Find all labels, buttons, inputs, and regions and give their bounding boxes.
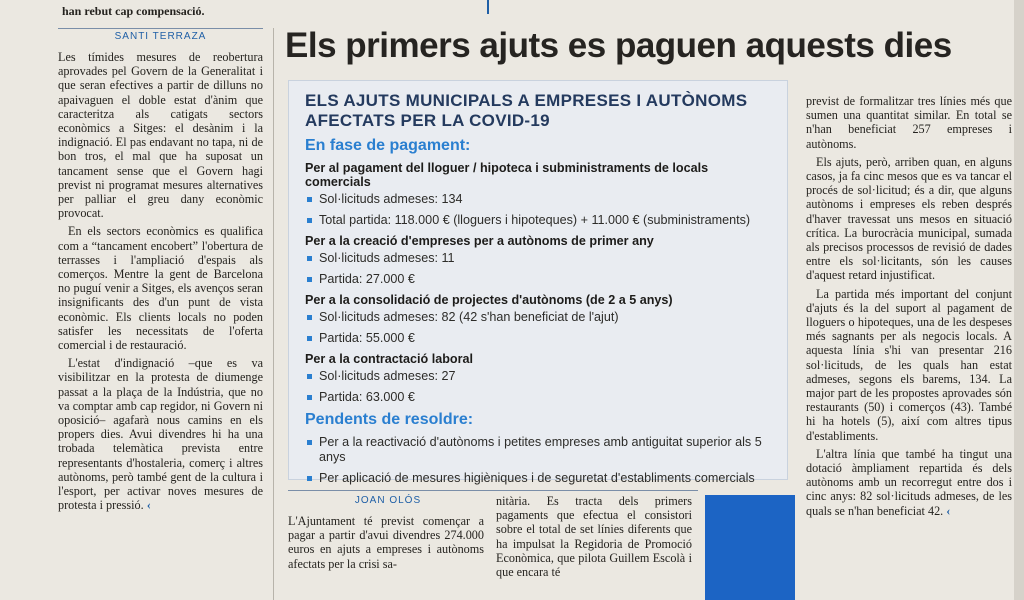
column-divider [273, 28, 274, 600]
previous-article-tail [62, 0, 272, 18]
right-paragraph-3: La partida més important del conjunt d'ajuts és la del suport al pagament de lloguers o hipoteques, una de les despeses més sagnants per als negocis locals. A aquesta línia s'hi van presentar 216 sol·licituds, de les quals han estat admeses, segons els barems, 134. La major part de les propostes aprovades són restaurants (50) i comerços (43). També hi ha hotels (5), així com altres tipus d'establiments. [806, 286, 1012, 443]
page-headline: Els primers ajuts es paguen aquests dies [285, 26, 952, 65]
aid-bullet: Sol·licituds admeses: 27 [305, 369, 775, 384]
info-box-title: ELS AJUTS MUNICIPALS A EMPRESES I AUTÒNOMS AFECTATS PER LA COVID-19 [305, 91, 748, 130]
right-paragraph-4-text: L'altra línia que també ha tingut una dotació àmpliament repartida és dels autònoms amb un recorregut entre dos i cinc anys: 82 sol·licituds admeses, de les quals se n'han beneficiat 42. [806, 446, 1012, 518]
aid-bullet: Partida: 55.000 € [305, 331, 775, 346]
aid-bullet: Partida: 27.000 € [305, 272, 775, 287]
end-mark-icon: ‹ [946, 503, 951, 518]
left-paragraph-2: En els sectors econòmics es qualifica com a “tancament encobert” l'obertura de terrasses i l'ampliació d'espais als comerços. Mentre la gent de Barcelona no puguí venir a Sitges, els avenços seran insignificants des d'un punt de vista econòmic. Els clients locals no poden satisfer les necessitats de l'oferta comercial i de restauració. [58, 224, 263, 353]
right-column [806, 94, 1012, 522]
section-in-payment: En fase de pagament: [305, 137, 471, 154]
aid-group-heading: Per a la creació d'empreses per a autònoms de primer any [305, 234, 654, 248]
aid-group-heading: Per al pagament del lloguer / hipoteca i subministraments de locals comercials [305, 161, 709, 189]
right-paragraph-2: Els ajuts, però, arriben quan, en alguns casos, ja fa cinc mesos que es va tancar el procés de sol·licitud; és a dir, que alguns autònoms i empreses els reben després d'haver travessat uns mesos en situació crítica. La burocràcia municipal, sumada als precisos processos de revisió de dades entre els sol·licitants, són les causes d'aquest retard injustificat. [806, 154, 1012, 283]
right-paragraph-4 [806, 447, 1012, 518]
pending-bullet: Per aplicació de mesures higièniques i de seguretat d'establiments comercials [305, 471, 775, 486]
aid-group-new-business [305, 234, 775, 287]
aid-info-box [288, 80, 788, 485]
previous-article-text: han rebut cap compensació. [62, 4, 205, 18]
pending-bullet: Per a la reactivació d'autònoms i petites empreses amb antiguitat superior als 5 anys [305, 435, 775, 465]
aid-bullet: Sol·licituds admeses: 134 [305, 192, 775, 207]
end-mark-icon: ‹ [146, 498, 151, 513]
aid-group-heading: Per a la consolidació de projectes d'autònoms (de 2 a 5 anys) [305, 293, 673, 307]
aid-group-rent [305, 161, 775, 228]
left-paragraph-3-text: L'estat d'indignació –que es va visibilitzar en la protesta de diumenge passat a la plaça de la Indústria, que no va comptar amb cap regidor, ni Govern ni oposició– agafarà nous camins en els propers dies. Avui divendres hi ha una trobada telemàtica prevista entre representants d'hostaleria, comerç i altres autònoms, però també gent de la cultura i l'esport, per activar noves mesures de protesta i pressió. [58, 356, 263, 513]
left-paragraph-3 [58, 356, 263, 512]
decorative-tick [487, 0, 489, 14]
right-paragraph-1: previst de formalitzar tres línies més que sumen una quantitat similar. En total se n'han beneficiat 257 empreses i autònoms. [806, 94, 1012, 151]
bottom-column-2: nitària. Es tracta dels primers pagaments que efectua el consistori sobre el total de set línies diferents que ha impulsat la Regidoria de Promoció Econòmica, que pilota Guillem Escolà i que encara té [496, 494, 692, 580]
bottom-column-1: L'Ajuntament té previst començar a pagar a partir d'avui divendres 274.000 euros en ajuts a empreses i autònoms afectats per la crisi sa- [288, 514, 484, 571]
bottom-byline: JOAN OLÓS [354, 495, 422, 506]
bottom-divider [288, 490, 698, 491]
left-byline: SANTI TERRAZA [58, 28, 263, 42]
left-paragraph-1: Les tímides mesures de reobertura aprovades pel Govern de la Generalitat i que seran efectives a partir de dilluns no apaivaguen el doble estat d'ànim que caracteritza als catigats sectors econòmics a Sitges: el desànim i la indignació. El pas endavant no tapa, ni de bon tros, el mal que ha suposat un tancament sense que el Govern hagi previst ni programat mesures alternatives per palliar el greu dany econòmic provocat. [58, 50, 263, 221]
aid-bullet: Partida: 63.000 € [305, 390, 775, 405]
section-pending: Pendents de resoldre: [305, 411, 474, 428]
ad-block [705, 495, 795, 600]
aid-bullet: Sol·licituds admeses: 82 (42 s'han beneficiat de l'ajut) [305, 310, 775, 325]
aid-group-consolidation [305, 293, 775, 346]
aid-group-hiring [305, 352, 775, 405]
aid-bullet: Sol·licituds admeses: 11 [305, 251, 775, 266]
page-edge [1014, 0, 1024, 600]
left-article [58, 28, 263, 600]
aid-bullet: Total partida: 118.000 € (lloguers i hipoteques) + 11.000 € (subministraments) [305, 213, 775, 228]
aid-group-heading: Per a la contractació laboral [305, 352, 473, 366]
